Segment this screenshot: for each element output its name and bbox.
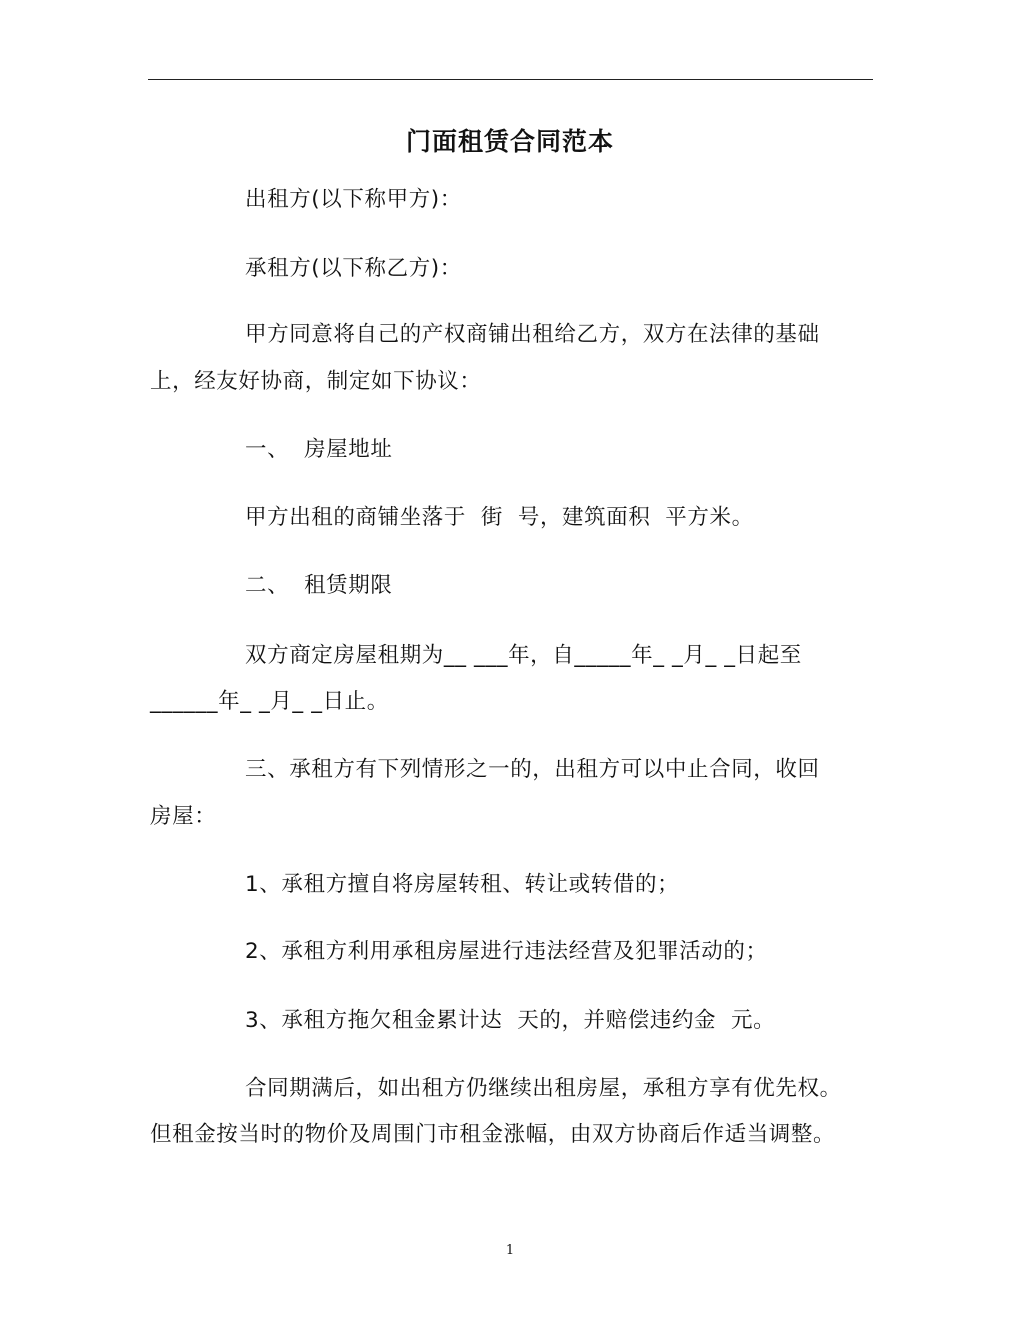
lessee-line: 承租方(以下称乙方)： xyxy=(245,256,462,281)
section-1-heading: 一、 房屋地址 xyxy=(245,437,393,462)
section-1-text: 甲方出租的商铺坐落于 街 号，建筑面积 平方米。 xyxy=(245,505,754,530)
section-2-heading: 二、 租赁期限 xyxy=(245,573,393,598)
list-item-2: 2、承租方利用承租房屋进行违法经营及犯罪活动的； xyxy=(245,939,768,964)
list-item-1: 1、承租方擅自将房屋转租、转让或转借的； xyxy=(245,872,680,897)
header-rule xyxy=(148,79,873,80)
intro-line-2: 上，经友好协商，制定如下协议： xyxy=(150,369,482,394)
section-2-text-line-1: 双方商定房屋租期为__ ___年，自_____年_ _月_ _日起至 xyxy=(245,643,802,668)
section-2-text-line-2: ______年_ _月_ _日止。 xyxy=(150,689,389,714)
page-number: 1 xyxy=(505,1243,515,1258)
renewal-line-1: 合同期满后，如出租方仍继续出租房屋，承租方享有优先权。 xyxy=(245,1076,842,1101)
intro-line-1: 甲方同意将自己的产权商铺出租给乙方，双方在法律的基础 xyxy=(245,322,820,347)
list-item-3: 3、承租方拖欠租金累计达 天的，并赔偿违约金 元。 xyxy=(245,1008,776,1033)
section-3-line-2: 房屋： xyxy=(150,804,217,829)
document-title: 门面租赁合同范本 xyxy=(405,127,614,156)
renewal-line-2: 但租金按当时的物价及周围门市租金涨幅，由双方协商后作适当调整。 xyxy=(150,1122,836,1147)
lessor-line: 出租方(以下称甲方)： xyxy=(245,187,462,212)
section-3-line-1: 三、承租方有下列情形之一的，出租方可以中止合同，收回 xyxy=(245,757,820,782)
